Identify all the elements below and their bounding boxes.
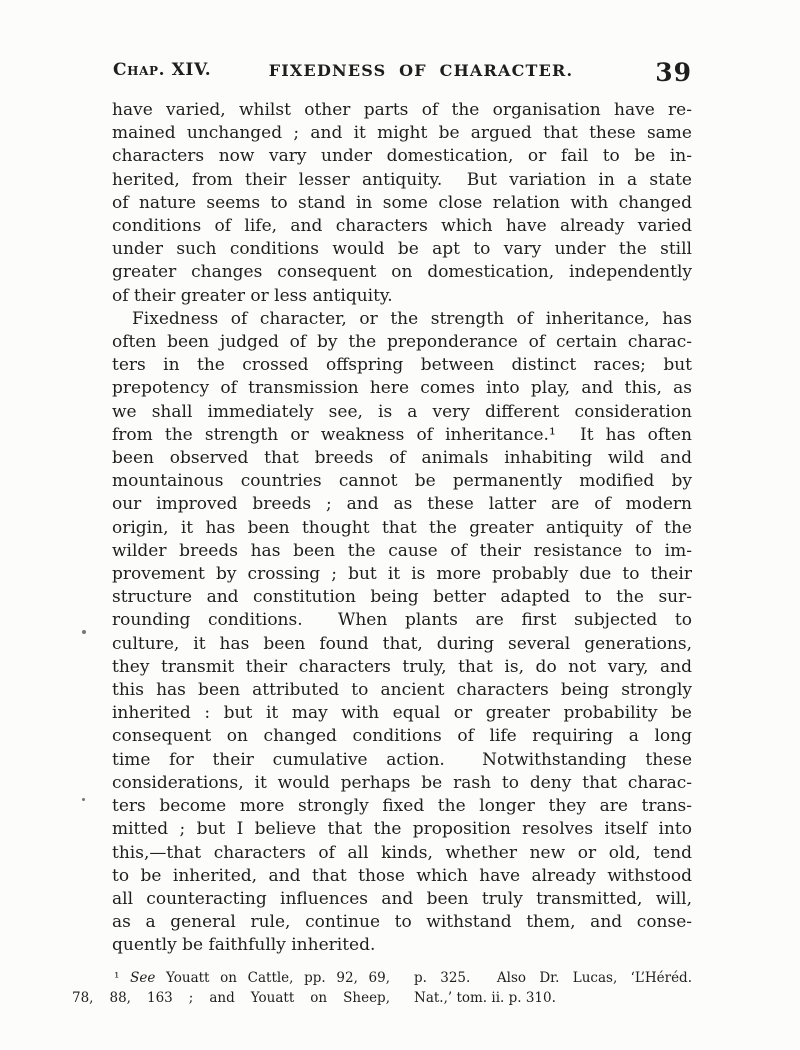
text-line: this,—that characters of all kinds, whether new or old, tend <box>112 842 692 863</box>
text-line: conditions of life, and characters which have already varied <box>112 216 692 237</box>
text-line: culture, it has been found that, during several generations, <box>112 633 692 654</box>
footnote-line: 78, 88, 163 ; and Youatt on Sheep, <box>72 989 390 1006</box>
text-line: been observed that breeds of animals inhabiting wild and <box>112 448 692 469</box>
scan-speck <box>82 630 86 634</box>
footnote <box>72 969 692 1008</box>
text-line: all counteracting influences and been truly transmitted, will, <box>112 888 692 909</box>
text-line: consequent on changed conditions of life requiring a long <box>112 726 692 747</box>
text-line: structure and constitution being better adapted to the sur- <box>112 587 692 608</box>
text-line: mitted ; but I believe that the proposition resolves itself into <box>112 819 692 840</box>
text-line: as a general rule, continue to withstand them, and conse- <box>112 912 692 933</box>
text-line: wilder breeds has been the cause of their resistance to im- <box>112 540 692 561</box>
text-line: origin, it has been thought that the greater antiquity of the <box>112 517 692 538</box>
footnote-see-italic: See <box>130 970 156 986</box>
text-line: to be inherited, and that those which have already withstood <box>112 865 692 886</box>
footnote-text: Youatt on Cattle, pp. 92, 69, <box>155 970 391 986</box>
scan-speck <box>82 798 85 801</box>
body-text <box>112 99 692 958</box>
text-line: greater changes consequent on domestication, independently <box>112 262 692 283</box>
text-line: mountainous countries cannot be permanently modified by <box>112 471 692 492</box>
text-line: provement by crossing ; but it is more probably due to their <box>112 564 692 585</box>
text-line: mained unchanged ; and it might be argued that these same <box>112 123 692 144</box>
footnote-line: Nat.,’ tom. ii. p. 310. <box>414 989 556 1006</box>
footnote-line <box>72 969 390 989</box>
text-line: inherited : but it may with equal or greater probability be <box>112 703 692 724</box>
text-line: rounding conditions. When plants are first subjected to <box>112 610 692 631</box>
footnote-marker: ¹ <box>114 970 131 986</box>
text-line: this has been attributed to ancient characters being strongly <box>112 680 692 701</box>
text-line: of their greater or less antiquity. <box>112 285 393 306</box>
text-line: herited, from their lesser antiquity. But variation in a state <box>112 169 692 190</box>
page-header <box>112 50 692 87</box>
text-line: of nature seems to stand in some close relation with changed <box>112 192 692 213</box>
text-line: Fixedness of character, or the strength of inheritance, has <box>132 308 692 329</box>
text-line: from the strength or weakness of inheritance.¹ It has often <box>112 424 692 445</box>
text-line: they transmit their characters truly, that is, do not vary, and <box>112 656 692 677</box>
paragraph <box>112 99 692 308</box>
chapter-numeral: XIV. <box>165 60 212 80</box>
text-line: considerations, it would perhaps be rash to deny that charac- <box>112 772 692 793</box>
footnote-column-left <box>72 969 390 1008</box>
footnote-column-right <box>414 969 692 1008</box>
text-line: ters in the crossed offspring between distinct races; but <box>112 355 692 376</box>
text-line: quently be faithfully inherited. <box>112 935 376 956</box>
text-line: under such conditions would be apt to vary under the still <box>112 239 692 260</box>
text-line: our improved breeds ; and as these latter are of modern <box>112 494 692 515</box>
text-line: time for their cumulative action. Notwithstanding these <box>112 749 692 770</box>
text-line: ters become more strongly fixed the longer they are trans- <box>112 796 692 817</box>
text-line: we shall immediately see, is a very different consideration <box>112 401 692 422</box>
page-number: 39 <box>655 58 692 87</box>
chapter-label <box>113 60 211 80</box>
paragraph <box>112 308 692 958</box>
text-line: prepotency of transmission here comes into play, and this, as <box>112 378 692 399</box>
text-line: often been judged of by the preponderance of certain charac- <box>112 332 692 353</box>
text-line: characters now vary under domestication, or fail to be in- <box>112 146 692 167</box>
text-line: have varied, whilst other parts of the organisation have re- <box>112 100 692 120</box>
footnote-line: p. 325. Also Dr. Lucas, ‘L’Héréd. <box>414 970 692 986</box>
running-title: FIXEDNESS OF CHARACTER. <box>268 61 574 80</box>
chapter-word: Chap. <box>113 60 166 80</box>
